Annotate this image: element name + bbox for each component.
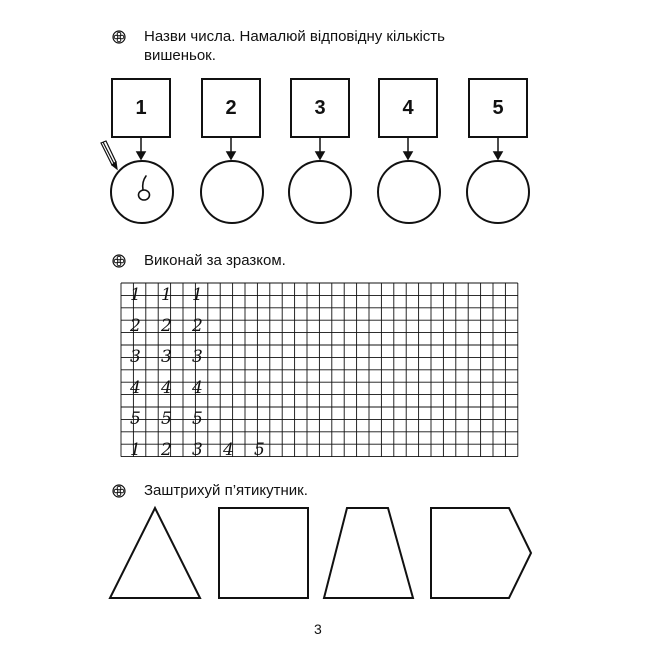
grid-digit: 5 [161, 409, 172, 429]
task-1-title-line-2: вишеньок. [144, 47, 216, 64]
grid-digit: 1 [161, 285, 172, 305]
grid-digit: 2 [130, 316, 141, 336]
number-label: 5 [492, 96, 504, 119]
task-2-title: Виконай за зразком. [144, 252, 286, 269]
grid-digit: 2 [192, 316, 203, 336]
grid-digit: 4 [130, 378, 141, 398]
grid-digit: 4 [223, 440, 234, 460]
task-1-title-line-1: Назви числа. Намалюй відповідну кількість [144, 28, 445, 45]
grid-digit: 4 [192, 378, 203, 398]
shape-triangle[interactable] [110, 508, 200, 598]
grid-digit: 3 [161, 347, 172, 367]
grid-digit: 4 [161, 378, 172, 398]
shape-pentagon[interactable] [431, 508, 531, 598]
grid-digit: 3 [130, 347, 141, 367]
number-label: 3 [314, 96, 326, 119]
shape-square[interactable] [219, 508, 308, 598]
number-label: 2 [225, 96, 237, 119]
grid-digit: 1 [130, 440, 141, 460]
grid-digit: 3 [192, 347, 203, 367]
number-label: 1 [135, 96, 147, 119]
grid-digit: 1 [192, 285, 203, 305]
page-number: 3 [314, 621, 322, 637]
grid-digit: 2 [161, 316, 172, 336]
number-label: 4 [402, 96, 414, 119]
grid-digit: 1 [130, 285, 141, 305]
shape-trapezoid[interactable] [324, 508, 413, 598]
grid-digit: 2 [161, 440, 172, 460]
grid-digit: 5 [192, 409, 203, 429]
grid-digit: 5 [130, 409, 141, 429]
grid-digit: 5 [254, 440, 265, 460]
task-3-title: Заштрихуй п’ятикутник. [144, 482, 308, 499]
grid-digit: 3 [192, 440, 203, 460]
